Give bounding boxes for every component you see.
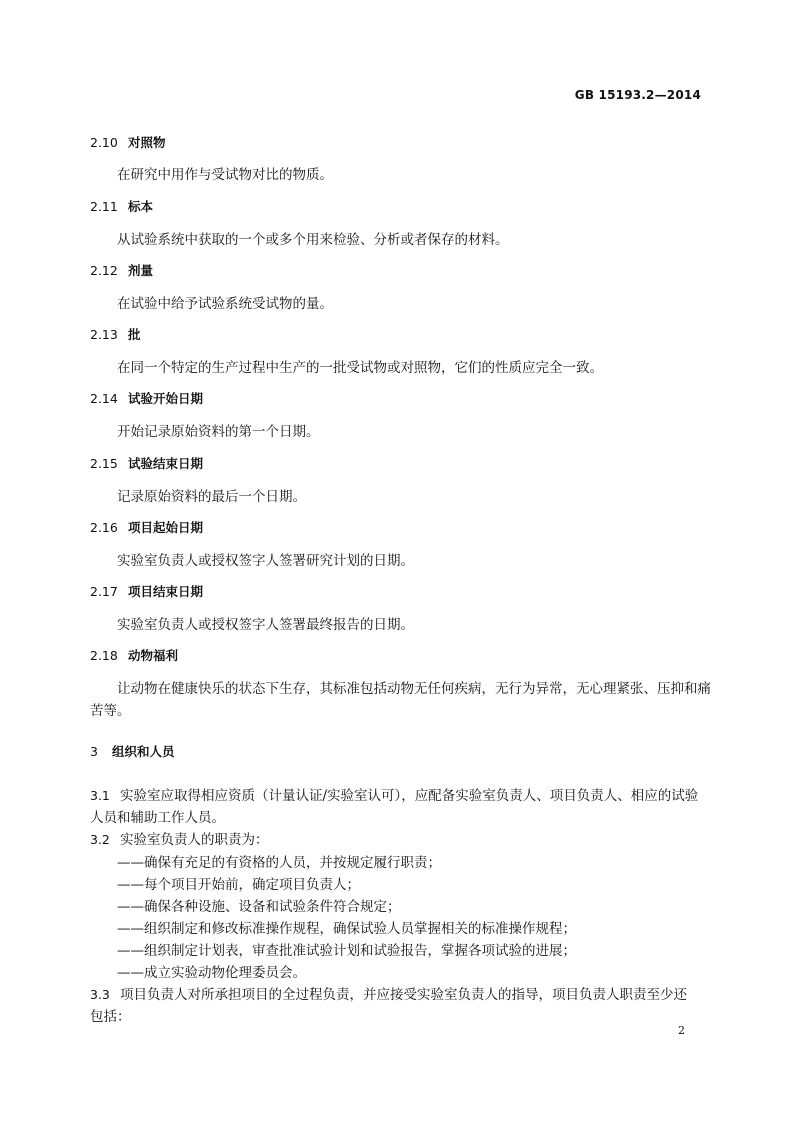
- definition-heading: [90, 261, 153, 279]
- duty-item: ——成立实验动物伦理委员会。: [117, 965, 306, 981]
- clause-number: 3.1: [90, 788, 110, 803]
- definition-heading: [90, 582, 203, 600]
- definition-text: 开始记录原始资料的第一个日期。: [117, 424, 320, 440]
- definition-text: 在试验中给予试验系统受试物的量。: [117, 296, 333, 312]
- clause-number: 2.18: [90, 648, 118, 663]
- term: 项目结束日期: [128, 584, 204, 599]
- clause-number: 2.11: [90, 199, 118, 214]
- definition-heading: [90, 454, 203, 472]
- clause-3-2: [90, 828, 269, 848]
- definition-heading: [90, 518, 203, 536]
- clause-3-1: [90, 784, 698, 804]
- definition-text: 在研究中用作与受试物对比的物质。: [117, 167, 333, 183]
- clause-number: 2.14: [90, 391, 118, 406]
- duty-item: ——组织制定和修改标准操作规程，确保试验人员掌握相关的标准操作规程；: [117, 921, 576, 937]
- section-heading: [90, 742, 175, 760]
- section-number: 3: [90, 744, 98, 759]
- definition-heading: [90, 389, 203, 407]
- clause-number: 2.17: [90, 584, 118, 599]
- clause-number: 2.16: [90, 520, 118, 535]
- definition-text: 在同一个特定的生产过程中生产的一批受试物或对照物，它们的性质应完全一致。: [117, 360, 603, 376]
- definition-heading: [90, 646, 178, 664]
- clause-text: 实验室负责人的职责为：: [120, 832, 269, 848]
- definition-heading: [90, 325, 141, 343]
- term: 试验开始日期: [128, 391, 204, 406]
- clause-number: 2.10: [90, 135, 118, 150]
- term: 剂量: [128, 263, 154, 278]
- clause-3-3-continued: 包括：: [90, 1009, 131, 1025]
- definition-text: 从试验系统中获取的一个或多个用来检验、分析或者保存的材料。: [117, 232, 509, 248]
- term: 动物福利: [128, 648, 179, 663]
- clause-text: 实验室应取得相应资质（计量认证/实验室认可），应配备实验室负责人、项目负责人、相应的试验: [120, 788, 699, 804]
- term: 对照物: [128, 135, 166, 150]
- clause-number: 2.15: [90, 456, 118, 471]
- term: 项目起始日期: [128, 520, 204, 535]
- clause-number: 3.2: [90, 832, 110, 847]
- term: 批: [128, 327, 141, 342]
- clause-number: 2.12: [90, 263, 118, 278]
- definition-text: 记录原始资料的最后一个日期。: [117, 489, 306, 505]
- duty-item: ——确保有充足的有资格的人员，并按规定履行职责；: [117, 855, 441, 871]
- definition-text-continued: 苦等。: [90, 703, 131, 719]
- duty-item: ——每个项目开始前，确定项目负责人；: [117, 877, 360, 893]
- term: 标本: [128, 199, 154, 214]
- clause-3-3: [90, 983, 687, 1003]
- clause-3-1-continued: 人员和辅助工作人员。: [90, 810, 225, 826]
- page-number: 2: [678, 1024, 685, 1037]
- clause-number: 3.3: [90, 987, 110, 1002]
- term: 试验结束日期: [128, 456, 204, 471]
- standard-code: GB 15193.2—2014: [574, 88, 701, 102]
- duty-item: ——组织制定计划表，审查批准试验计划和试验报告，掌握各项试验的进展；: [117, 943, 576, 959]
- definition-text: 实验室负责人或授权签字人签署研究计划的日期。: [117, 553, 414, 569]
- section-title: 组织和人员: [112, 744, 175, 759]
- duty-item: ——确保各种设施、设备和试验条件符合规定；: [117, 899, 401, 915]
- definition-heading: [90, 197, 153, 215]
- definition-text: 让动物在健康快乐的状态下生存，其标准包括动物无任何疾病，无行为异常，无心理紧张、压抑和痛: [117, 681, 711, 697]
- clause-number: 2.13: [90, 327, 118, 342]
- definition-heading: [90, 133, 166, 151]
- definition-text: 实验室负责人或授权签字人签署最终报告的日期。: [117, 617, 414, 633]
- clause-text: 项目负责人对所承担项目的全过程负责，并应接受实验室负责人的指导，项目负责人职责至少还: [120, 987, 687, 1003]
